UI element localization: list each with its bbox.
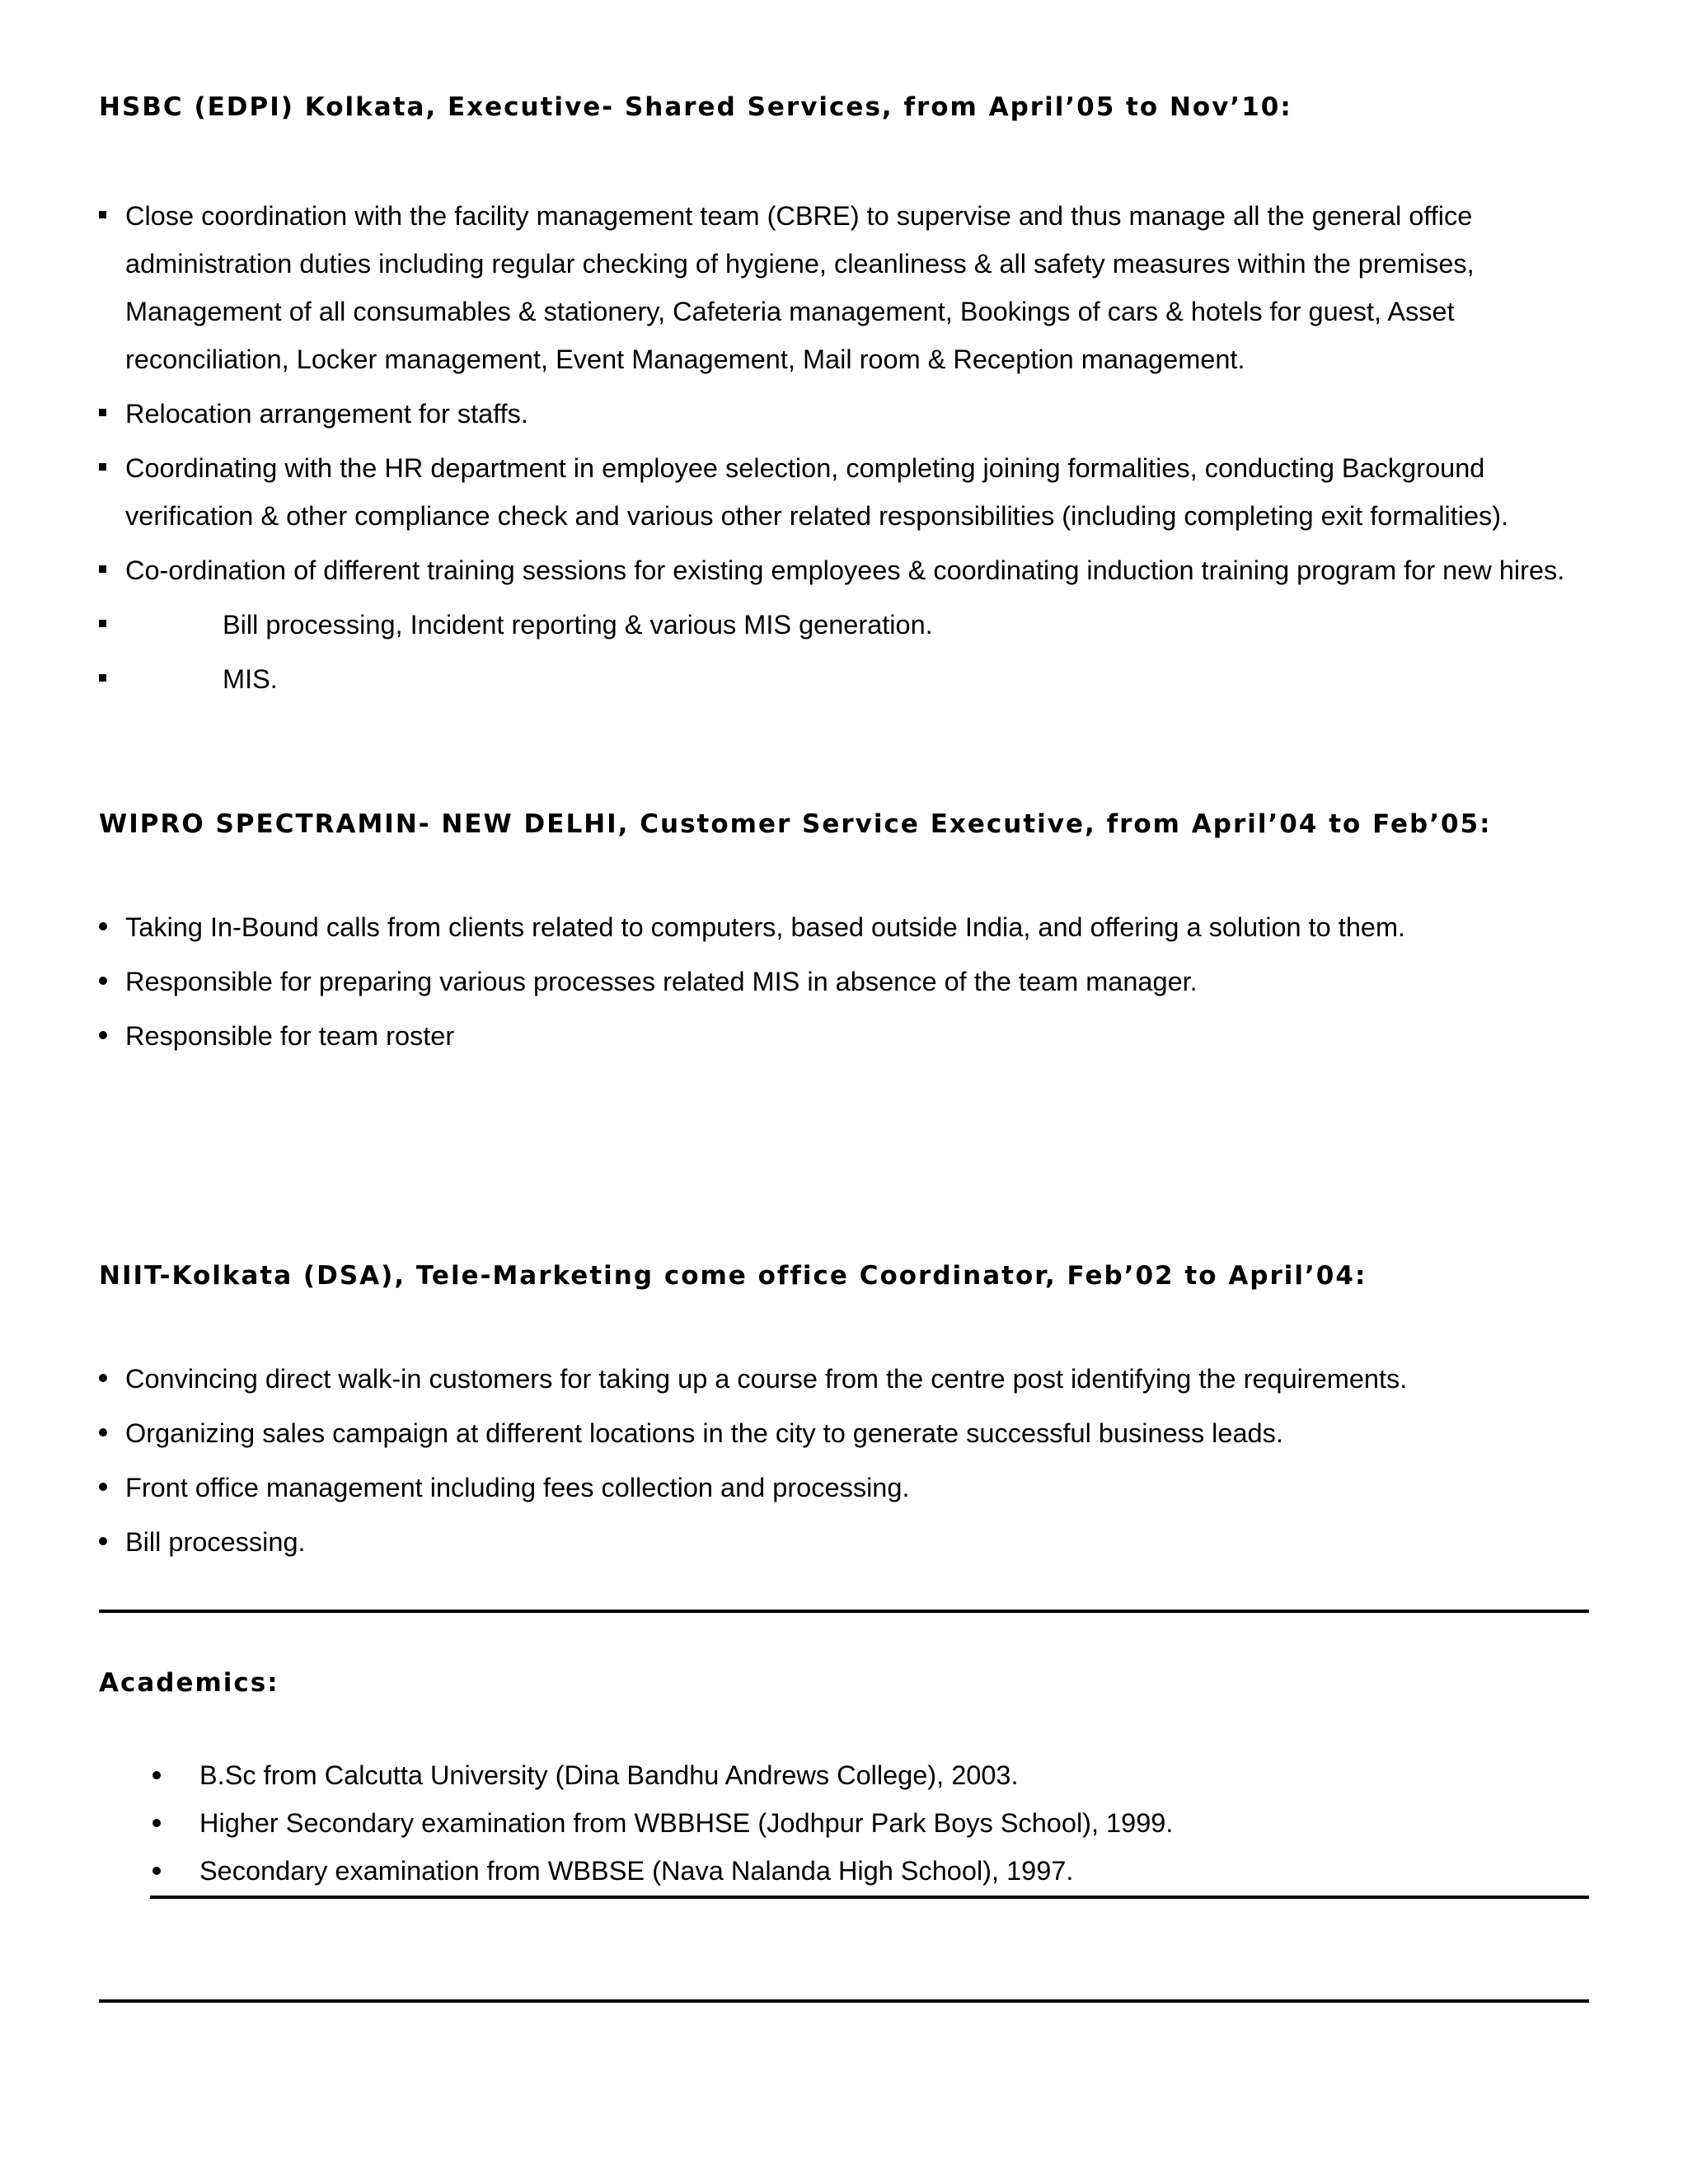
niit-duties-list	[99, 1355, 1574, 1572]
list-item	[99, 601, 1574, 649]
list-item	[99, 903, 1574, 951]
round-bullet-icon	[152, 1847, 161, 1895]
academics-list	[99, 1751, 1589, 1895]
list-item-text: Higher Secondary examination from WBBHSE (Jodhpur Park Boys School), 1999.	[199, 1808, 1174, 1838]
list-item	[99, 192, 1574, 383]
list-item-text: MIS.	[223, 664, 278, 694]
square-bullet-icon	[99, 444, 106, 492]
hsbc-duties-list	[99, 192, 1574, 710]
list-item-text: Responsible for preparing various processes related MIS in absence of the team manager.	[125, 967, 1198, 996]
wipro-heading: WIPRO SPECTRAMIN- NEW DELHI, Customer Service Executive, from April’04 to Feb’05:	[99, 809, 1492, 839]
round-bullet-icon	[99, 1409, 107, 1457]
list-item-text: B.Sc from Calcutta University (Dina Bandhu Andrews College), 2003.	[199, 1760, 1019, 1790]
list-item	[99, 1847, 1589, 1895]
list-item	[99, 958, 1574, 1005]
section-divider	[99, 1610, 1589, 1613]
list-item	[99, 1518, 1574, 1566]
list-item	[99, 655, 1574, 703]
list-item-text: Taking In-Bound calls from clients related to computers, based outside India, and offering a solution to them.	[125, 912, 1406, 942]
round-bullet-icon	[152, 1799, 161, 1847]
list-item-text: Responsible for team roster	[125, 1021, 455, 1051]
wipro-duties-list	[99, 903, 1574, 1066]
round-bullet-icon	[99, 903, 107, 951]
list-item	[99, 1799, 1589, 1847]
list-item-text: Close coordination with the facility management team (CBRE) to supervise and thus manage all the general office administration duties including regular checking of hygiene, cleanliness & all safety measures within the premises, Management of all consumables & stationery, Cafeteria management, Bookings of cars & hotels for guest, Asset reconciliation, Locker management, Event Management, Mail room & Reception management.	[125, 201, 1475, 374]
list-item	[99, 1012, 1574, 1060]
niit-heading: NIIT-Kolkata (DSA), Tele-Marketing come office Coordinator, Feb’02 to April’04:	[99, 1261, 1367, 1291]
list-item-text: Relocation arrangement for staffs.	[125, 399, 528, 429]
square-bullet-icon	[99, 546, 106, 594]
list-item	[99, 1355, 1574, 1403]
list-item	[99, 444, 1574, 540]
round-bullet-icon	[99, 958, 107, 1005]
square-bullet-icon	[99, 390, 106, 438]
hsbc-heading: HSBC (EDPI) Kolkata, Executive- Shared Services, from April’05 to Nov’10:	[99, 92, 1292, 122]
list-item	[99, 1409, 1574, 1457]
round-bullet-icon	[99, 1012, 107, 1060]
square-bullet-icon	[99, 192, 106, 240]
list-item-text: Coordinating with the HR department in employee selection, completing joining formalities, conducting Background verification & other compliance check and various other related responsibilities (including completing exit formalities).	[125, 453, 1509, 531]
list-item	[99, 390, 1574, 438]
round-bullet-icon	[99, 1464, 107, 1511]
list-item	[99, 546, 1574, 594]
square-bullet-icon	[99, 601, 106, 649]
list-item-text: Bill processing.	[125, 1527, 306, 1557]
round-bullet-icon	[152, 1751, 161, 1799]
list-item-text: Secondary examination from WBBSE (Nava Nalanda High School), 1997.	[199, 1856, 1074, 1886]
list-item-text: Co-ordination of different training sessions for existing employees & coordinating induction training program for new hires.	[125, 555, 1565, 585]
list-item-text: Convincing direct walk-in customers for taking up a course from the centre post identifying the requirements.	[125, 1364, 1408, 1394]
round-bullet-icon	[99, 1518, 107, 1566]
page-bottom-divider	[99, 1999, 1589, 2003]
square-bullet-icon	[99, 655, 106, 703]
list-item-text: Organizing sales campaign at different locations in the city to generate successful business leads.	[125, 1418, 1283, 1448]
round-bullet-icon	[99, 1355, 107, 1403]
list-item	[99, 1464, 1574, 1511]
list-item-text: Bill processing, Incident reporting & various MIS generation.	[223, 610, 933, 640]
list-item-text: Front office management including fees collection and processing.	[125, 1473, 910, 1502]
academics-heading: Academics:	[99, 1668, 279, 1698]
academics-underline	[150, 1896, 1589, 1899]
list-item	[99, 1751, 1589, 1799]
